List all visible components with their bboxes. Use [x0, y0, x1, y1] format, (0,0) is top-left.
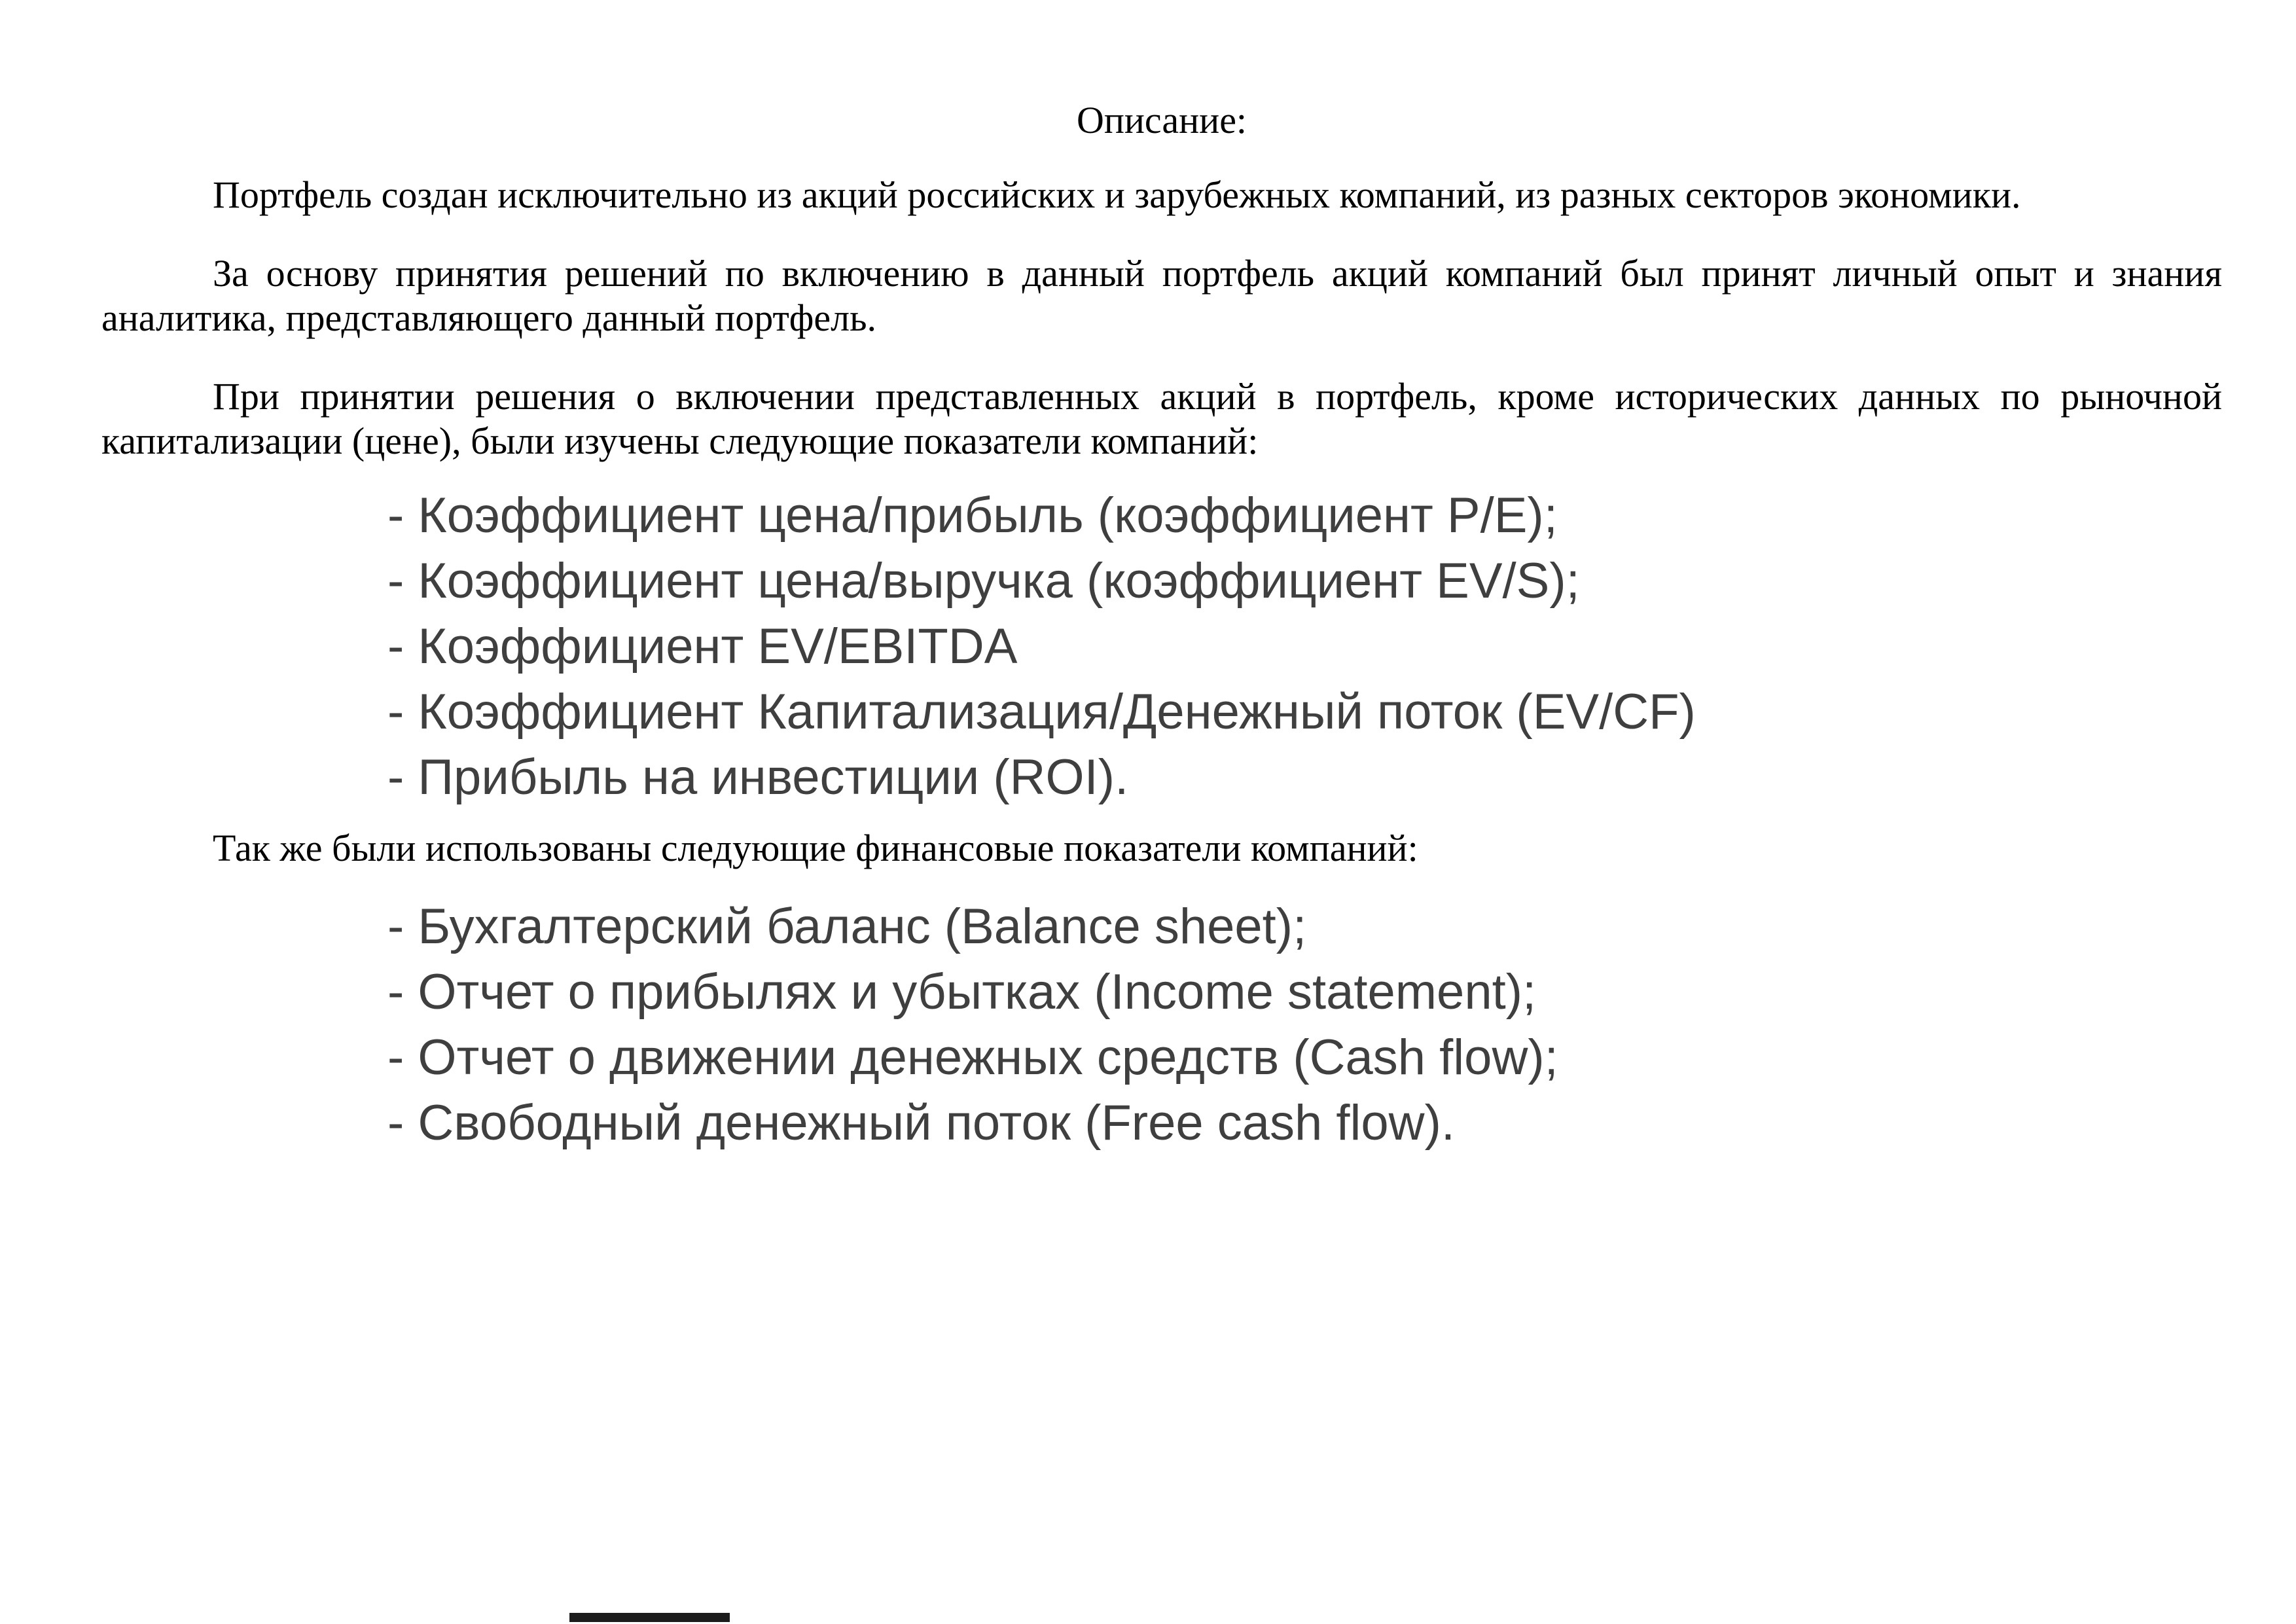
paragraph-financial-statements-intro — [101, 826, 2222, 871]
valuation-metrics-list — [101, 483, 2222, 810]
list-item: - Бухгалтерский баланс (Balance sheet); — [387, 899, 1307, 954]
list-item: - Свободный денежный поток (Free cash flow). — [387, 1095, 1455, 1151]
paragraph-line: За основу принятия решений по включению в данный портфель акций компаний был принят личный опыт и знания — [213, 252, 2222, 295]
list-item: - Прибыль на инвестиции (ROI). — [387, 749, 1129, 805]
paragraph-line: Портфель создан исключительно из акций российских и зарубежных компаний, из разных секторов экономики. — [213, 173, 2021, 216]
paragraph-inclusion-criteria — [101, 374, 2222, 463]
list-item: - Отчет о прибылях и убытках (Income statement); — [387, 964, 1537, 1020]
paragraph-line: капитализации (цене), были изучены следующие показатели компаний: — [101, 420, 1259, 462]
list-item: - Коэффициент EV/EBITDA — [387, 619, 1018, 674]
paragraph-line: аналитика, представляющего данный портфель. — [101, 297, 877, 339]
paragraph-portfolio-composition — [101, 173, 2222, 217]
list-item: - Коэффициент Капитализация/Денежный поток (EV/CF) — [387, 684, 1696, 740]
list-item: - Отчет о движении денежных средств (Cash flow); — [387, 1030, 1558, 1085]
bottom-edge-artifact — [569, 1613, 730, 1622]
list-item: - Коэффициент цена/выручка (коэффициент EV/S); — [387, 553, 1580, 609]
paragraph-line: Так же были использованы следующие финансовые показатели компаний: — [213, 827, 1418, 869]
financial-statements-list — [101, 894, 2222, 1156]
document-content — [101, 98, 2222, 1172]
paragraph-line: При принятии решения о включении представленных акций в портфель, кроме исторических данных по рыночной — [213, 375, 2222, 418]
list-item: - Коэффициент цена/прибыль (коэффициент P/E); — [387, 488, 1558, 543]
paragraph-decision-basis — [101, 251, 2222, 340]
page-title: Описание: — [1076, 99, 1247, 141]
